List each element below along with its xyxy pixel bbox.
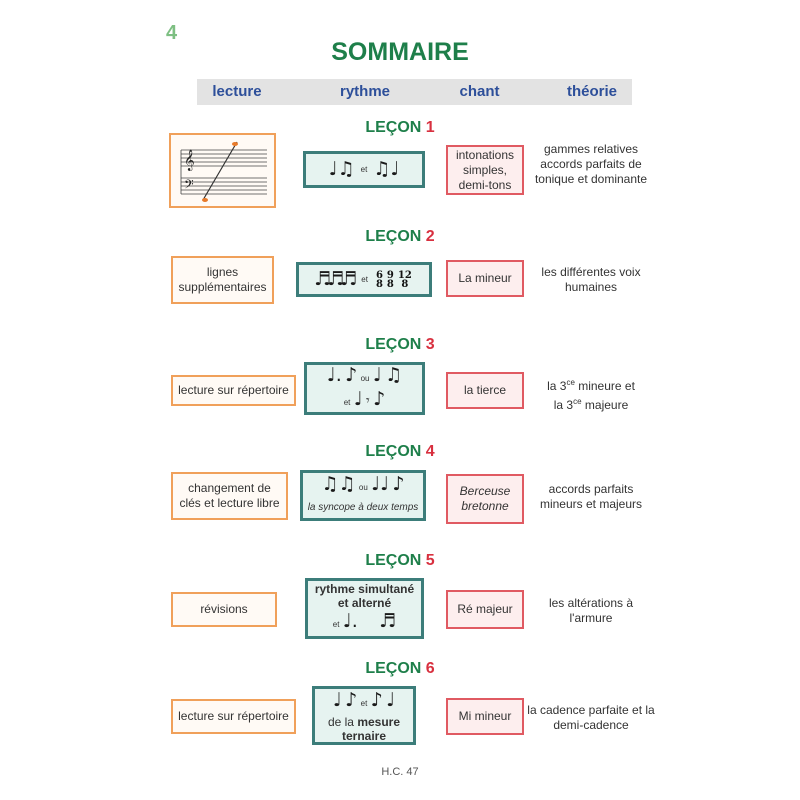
lesson-6-lecture-box [171, 699, 296, 734]
quarter-note-icon: ♩ [353, 387, 363, 410]
eighth-notes-icon: ♫ [373, 158, 391, 180]
svg-text:𝄢: 𝄢 [184, 176, 194, 195]
lesson-2-chant-box [446, 260, 524, 297]
quarter-note-icon: ♩ [332, 688, 342, 711]
dotted-quarter-icon: ♩. [326, 363, 342, 386]
lesson-6-chant-box [446, 698, 524, 735]
lesson-4-chant-box [446, 474, 524, 524]
lesson-2-rythme-box [296, 262, 432, 297]
lesson-3-chant-text: la tierce [463, 383, 507, 397]
time-signature-12-8: 12 8 [397, 269, 412, 290]
lesson-4-chant-text: Berceuse bretonne [459, 484, 511, 513]
column-header-rythme: rythme [339, 83, 391, 100]
lesson-6-lecture-text: lecture sur répertoire [178, 709, 289, 723]
time-signature-9-8: 9 8 [386, 269, 394, 290]
page-footer: H.C. 47 [381, 766, 419, 778]
lesson-1-chant-box [446, 145, 524, 195]
column-header-bar [197, 79, 632, 105]
lesson-4-rythme-caption: la syncope à deux temps [307, 501, 419, 513]
eighth-notes-icon: ♫♫ [321, 472, 356, 495]
lesson-4-lecture-text: changement de clés et lecture libre [179, 481, 280, 510]
lesson-3-rythme-sep1: ou [360, 373, 370, 383]
column-header-lecture: lecture [212, 83, 262, 100]
grand-staff-icon [175, 138, 270, 204]
lesson-2-theorie: les différentes voix humaines [541, 265, 641, 294]
eighth-note-icon: ♪ [370, 688, 383, 711]
lesson-5-rythme-line1: rythme simultané [314, 581, 415, 596]
lesson-5-chant-box [446, 590, 524, 629]
lesson-3-rythme-sep2: et [343, 397, 351, 407]
lesson-4-rythme-box [300, 470, 426, 521]
lesson-3-rythme-box [304, 362, 425, 415]
lesson-1-theorie: gammes relatives accords parfaits de tonique et dominante [534, 142, 648, 186]
lesson-6-rythme-box: ♩ ♪ et ♪ ♩ de la mesure ternaire [312, 686, 416, 745]
eighth-note-icon: ♪ [345, 688, 358, 711]
eighth-note-icon: ♪ [345, 363, 358, 386]
lesson-1-rythme-box [303, 151, 425, 188]
lesson-6-theorie: la cadence parfaite et la demi-cadence [527, 703, 655, 732]
lesson-5-rythme-box [305, 578, 424, 639]
lesson-4-rythme-sep: ou [358, 482, 368, 492]
page-number: 4 [166, 22, 178, 44]
lesson-6-rythme-sep: et [360, 698, 368, 708]
eighth-notes-icon: ♫ [385, 363, 403, 386]
lesson-3-theorie: la $3^{ce}$ mineure et la $3^{ce}$ majeure [547, 378, 635, 412]
lesson-4-theorie: accords parfaits mineurs et majeurs [539, 482, 643, 511]
lesson-5-theorie: les altérations à l'armure [548, 596, 634, 625]
lesson-5-rythme-line2: et alterné [337, 595, 392, 610]
lesson-3-lecture-text: lecture sur répertoire [178, 383, 289, 397]
lesson-5-title: LEÇON 5 [365, 552, 435, 569]
quarter-note-icon: ♩ [328, 158, 338, 180]
lesson-2-rythme-sep: et [361, 275, 368, 284]
lesson-5-rythme-sep: et [332, 619, 340, 629]
sixteenth-notes-icon: ♬ [379, 609, 397, 632]
lesson-1-title: LEÇON 1 [365, 119, 435, 136]
lesson-3-lecture-box [171, 375, 296, 406]
lesson-5-chant-text: Ré majeur [457, 602, 513, 616]
quarter-note-icon: ♩ [386, 688, 396, 711]
eighth-note-icon: ♪ [392, 472, 405, 495]
lesson-1-chant-text: intonations simples, demi-tons [455, 147, 515, 192]
lesson-3-chant-box [446, 372, 524, 409]
lesson-2-title: LEÇON 2 [365, 228, 435, 245]
lesson-2-chant-text: La mineur [458, 271, 512, 285]
dotted-quarter-icon: ♩. [342, 609, 358, 632]
lesson-2-lecture-text: lignes supplémentaires [178, 265, 267, 294]
quarter-note-icon: ♩ [390, 158, 400, 180]
column-header-chant: chant [459, 83, 500, 100]
quarter-note-icon: ♩♩ [371, 472, 390, 495]
lesson-1-lecture-box [169, 133, 276, 208]
column-header-theorie: théorie [566, 83, 617, 100]
quarter-note-icon: ♩ [372, 363, 382, 386]
sixteenth-notes-icon: ♬♬♬ [314, 268, 354, 290]
eighth-note-icon: ♪ [373, 387, 386, 410]
eighth-notes-icon: ♫ [337, 158, 355, 180]
lesson-4-lecture-box [171, 472, 288, 520]
lesson-2-lecture-box [171, 256, 274, 304]
lesson-6-title: LEÇON 6 [365, 660, 435, 677]
lesson-6-chant-text: Mi mineur [458, 709, 512, 723]
lesson-5-lecture-box [171, 592, 277, 627]
svg-text:𝄞: 𝄞 [184, 149, 195, 171]
lesson-3-title: LEÇON 3 [365, 336, 435, 353]
page-title: SOMMAIRE [331, 38, 469, 66]
eighth-rest-icon: 𝄾 [366, 392, 370, 409]
lesson-5-lecture-text: révisions [200, 602, 248, 616]
lesson-4-title: LEÇON 4 [365, 443, 435, 460]
lesson-1-rythme-sep: et [360, 165, 368, 174]
time-signature-6-8: 6 8 [375, 269, 383, 290]
